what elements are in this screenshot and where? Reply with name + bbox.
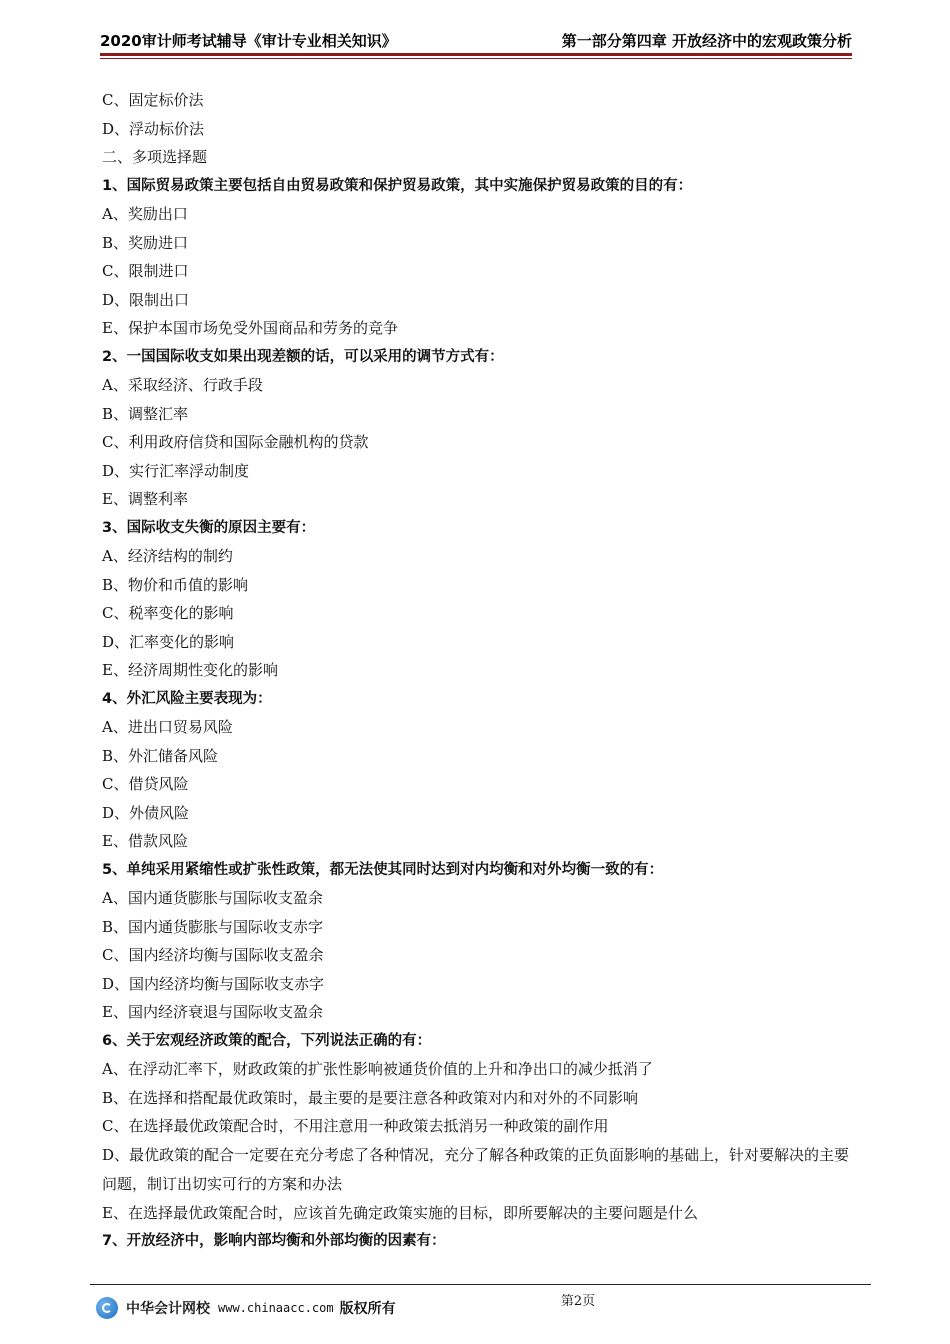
option-line: A、奖励出口 <box>102 205 188 223</box>
document-body <box>102 86 854 1256</box>
header-left-title: 2020审计师考试辅导《审计专业相关知识》 <box>100 32 397 50</box>
option-line: C、在选择最优政策配合时，不用注意用一种政策去抵消另一种政策的副作用 <box>102 1117 609 1135</box>
option-line: E、借款风险 <box>102 832 188 850</box>
question-3: 3、国际收支失衡的原因主要有： <box>102 519 316 536</box>
option-line: A、国内通货膨胀与国际收支盈余 <box>102 889 323 907</box>
header-rule-thin <box>100 58 852 59</box>
page-number: 第2页 <box>560 1294 596 1309</box>
question-4: 4、外汇风险主要表现为： <box>102 690 272 707</box>
option-line: E、经济周期性变化的影响 <box>102 661 278 679</box>
option-line: B、在选择和搭配最优政策时，最主要的是要注意各种政策对内和对外的不同影响 <box>102 1088 639 1107</box>
option-line: B、奖励进口 <box>102 233 189 252</box>
option-line: B、调整汇率 <box>102 404 189 423</box>
option-line: E、调整利率 <box>102 490 188 508</box>
option-line: A、进出口贸易风险 <box>102 718 233 736</box>
section-heading: 二、多项选择题 <box>102 148 208 166</box>
footer-rule <box>90 1284 871 1285</box>
option-line: C、利用政府信贷和国际金融机构的贷款 <box>102 433 369 451</box>
option-line: D、限制出口 <box>102 290 190 309</box>
option-line: E、国内经济衰退与国际收支盈余 <box>102 1003 323 1021</box>
brand-url-link[interactable]: www.chinaacc.com <box>218 1301 334 1315</box>
option-line: C、固定标价法 <box>102 91 204 109</box>
option-line: D、浮动标价法 <box>102 119 205 138</box>
question-1: 1、国际贸易政策主要包括自由贸易政策和保护贸易政策，其中实施保护贸易政策的目的有： <box>102 177 693 194</box>
question-6: 6、关于宏观经济政策的配合，下列说法正确的有： <box>102 1032 432 1049</box>
option-line: A、经济结构的制约 <box>102 547 233 565</box>
option-line: E、保护本国市场免受外国商品和劳务的竞争 <box>102 319 398 337</box>
brand-name: 中华会计网校 <box>126 1301 210 1317</box>
question-2: 2、一国国际收支如果出现差额的话，可以采用的调节方式有： <box>102 348 504 365</box>
option-line: B、物价和币值的影响 <box>102 575 249 594</box>
copyright-text: 版权所有 <box>339 1301 396 1317</box>
option-line: A、采取经济、行政手段 <box>102 376 263 394</box>
page-header <box>100 30 852 52</box>
option-line: C、限制进口 <box>102 262 189 280</box>
option-line: C、国内经济均衡与国际收支盈余 <box>102 946 324 964</box>
footer-brand <box>96 1295 396 1321</box>
option-line: D、外债风险 <box>102 803 190 822</box>
option-line-wrapped: D、最优政策的配合一定要在充分考虑了各种情况，充分了解各种政策的正负面影响的基础上，针对要解决的主要问题，制订出切实可行的方案和办法 <box>102 1145 850 1193</box>
option-line: C、借贷风险 <box>102 775 189 793</box>
option-line: A、在浮动汇率下，财政政策的扩张性影响被通货价值的上升和净出口的减少抵消了 <box>102 1060 653 1078</box>
option-line: C、税率变化的影响 <box>102 604 234 622</box>
option-line: B、外汇储备风险 <box>102 746 219 765</box>
option-line: D、汇率变化的影响 <box>102 632 235 651</box>
question-5: 5、单纯采用紧缩性或扩张性政策，都无法使其同时达到对内均衡和对外均衡一致的有： <box>102 861 664 878</box>
header-rule-thick <box>100 53 852 56</box>
option-line: D、国内经济均衡与国际收支赤字 <box>102 974 325 993</box>
option-line: E、在选择最优政策配合时，应该首先确定政策实施的目标，即所要解决的主要问题是什么 <box>102 1203 698 1222</box>
question-7: 7、开放经济中，影响内部均衡和外部均衡的因素有： <box>102 1233 446 1249</box>
option-line: D、实行汇率浮动制度 <box>102 461 250 480</box>
option-line: B、国内通货膨胀与国际收支赤字 <box>102 917 324 936</box>
chinaacc-logo-icon <box>96 1297 118 1319</box>
header-right-title: 第一部分第四章 开放经济中的宏观政策分析 <box>561 32 852 50</box>
